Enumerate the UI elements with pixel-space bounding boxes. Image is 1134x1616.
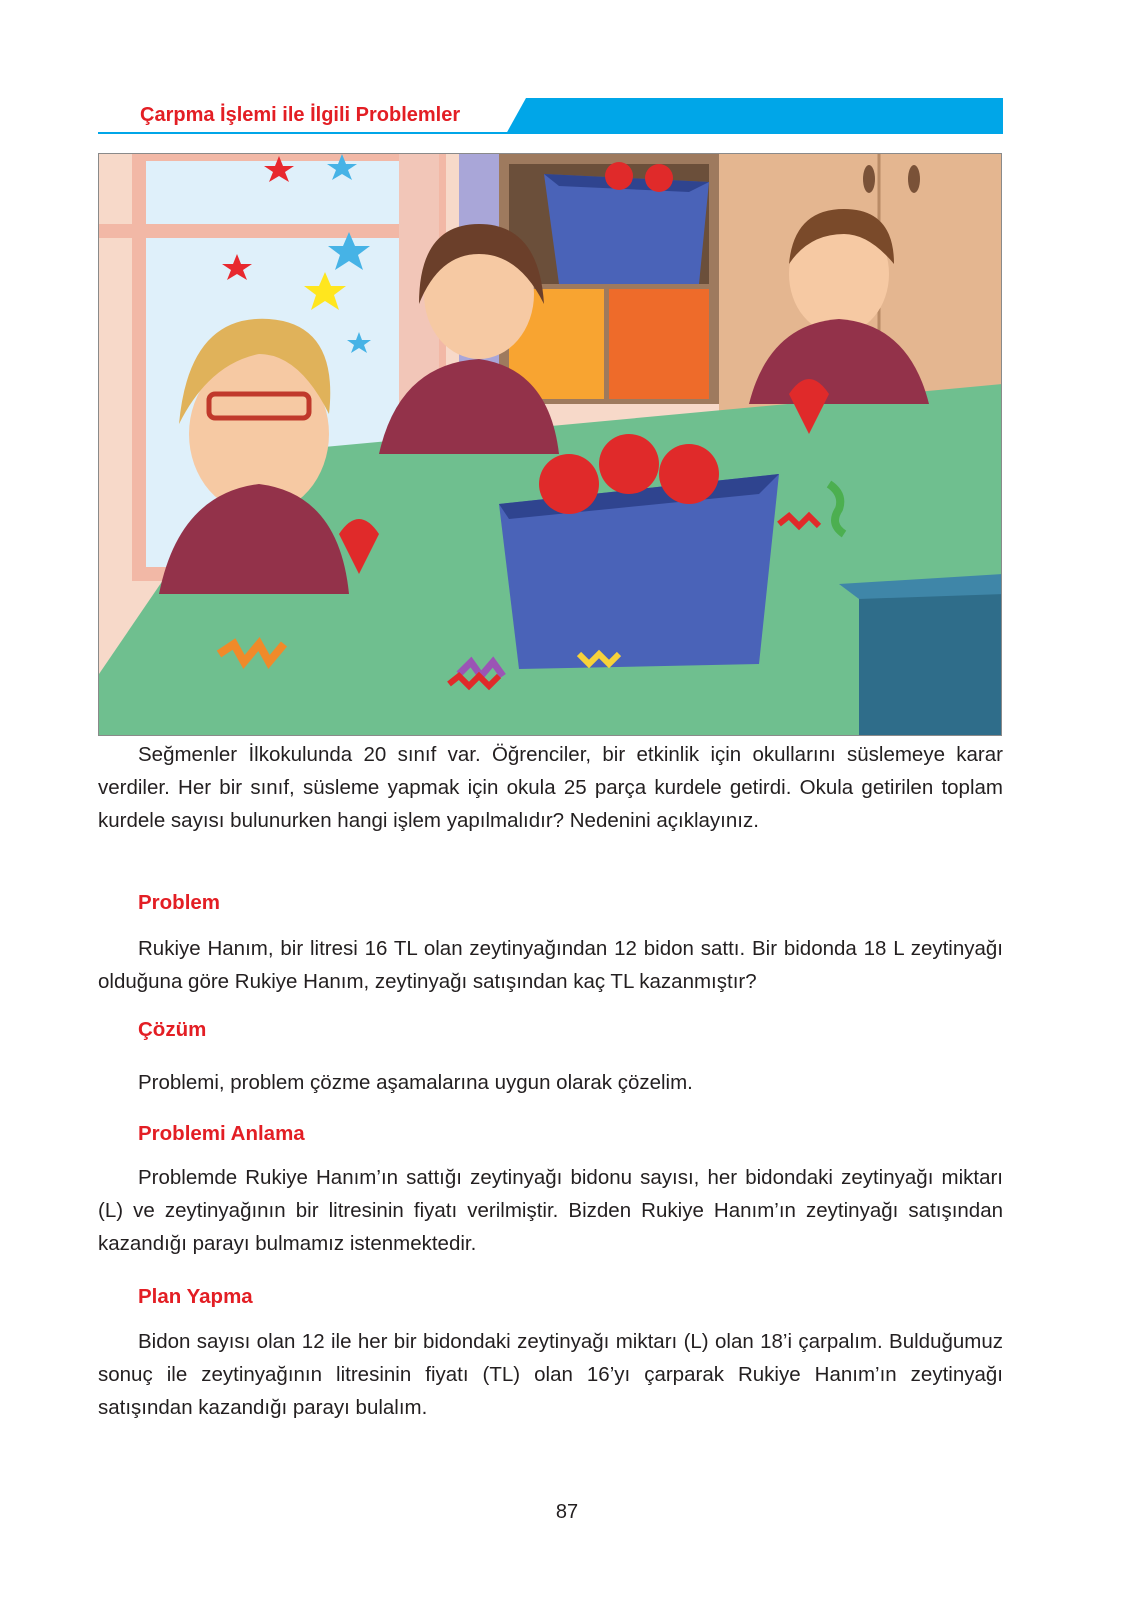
understanding-heading: Problemi Anlama	[138, 1122, 305, 1145]
problem-text: Rukiye Hanım, bir litresi 16 TL olan zeytinyağından 12 bidon sattı. Bir bidonda 18 L zeytinyağı olduğuna göre Rukiye Hanım, zeytinyağı satışından kaç TL kazanmıştır?	[98, 937, 1003, 993]
classroom-gift-wrapping-illustration	[99, 154, 1002, 736]
page-number: 87	[555, 1501, 579, 1523]
understanding-section	[98, 1161, 1003, 1260]
problem-heading: Problem	[138, 891, 221, 914]
intro-paragraph: Seğmenler İlkokulunda 20 sınıf var. Öğrenciler, bir etkinlik için okullarını süslemeye karar verdiler. Her bir sınıf, süsleme yapmak için okula 25 parça kurdele getirdi. Okula getirilen toplam kurdele sayısı bulunurken hangi işlem yapılmalıdır? Nedenini açıklayınız.	[98, 743, 1003, 832]
solution-text: Problemi, problem çözme aşamalarına uygun olarak çözelim.	[138, 1071, 693, 1094]
solution-heading: Çözüm	[138, 1018, 207, 1041]
section-title: Çarpma İşlemi ile İlgili Problemler	[140, 104, 461, 126]
classroom-illustration	[98, 153, 1002, 736]
understanding-text: Problemde Rukiye Hanım’ın sattığı zeytinyağı bidonu sayısı, her bidondaki zeytinyağı miktarı (L) ve zeytinyağının bir litresinin fiyatı verilmiştir. Bizden Rukiye Hanım’ın zeytinyağı satışından kazandığı parayı bulmamız istenmektedir.	[98, 1166, 1003, 1255]
intro-section	[98, 738, 1003, 837]
planning-heading: Plan Yapma	[138, 1285, 253, 1308]
planning-text: Bidon sayısı olan 12 ile her bir bidondaki zeytinyağı miktarı (L) olan 18’i çarpalım. Bulduğumuz sonuç ile zeytinyağının litresinin fiyatı (TL) olan 16’yı çarparak Rukiye Hanım’ın zeytinyağı satışından kazandığı parayı bulalım.	[98, 1330, 1003, 1419]
planning-section	[98, 1325, 1003, 1424]
problem-section	[98, 932, 1003, 998]
solution-section	[98, 1066, 1003, 1099]
section-header	[98, 98, 1003, 138]
